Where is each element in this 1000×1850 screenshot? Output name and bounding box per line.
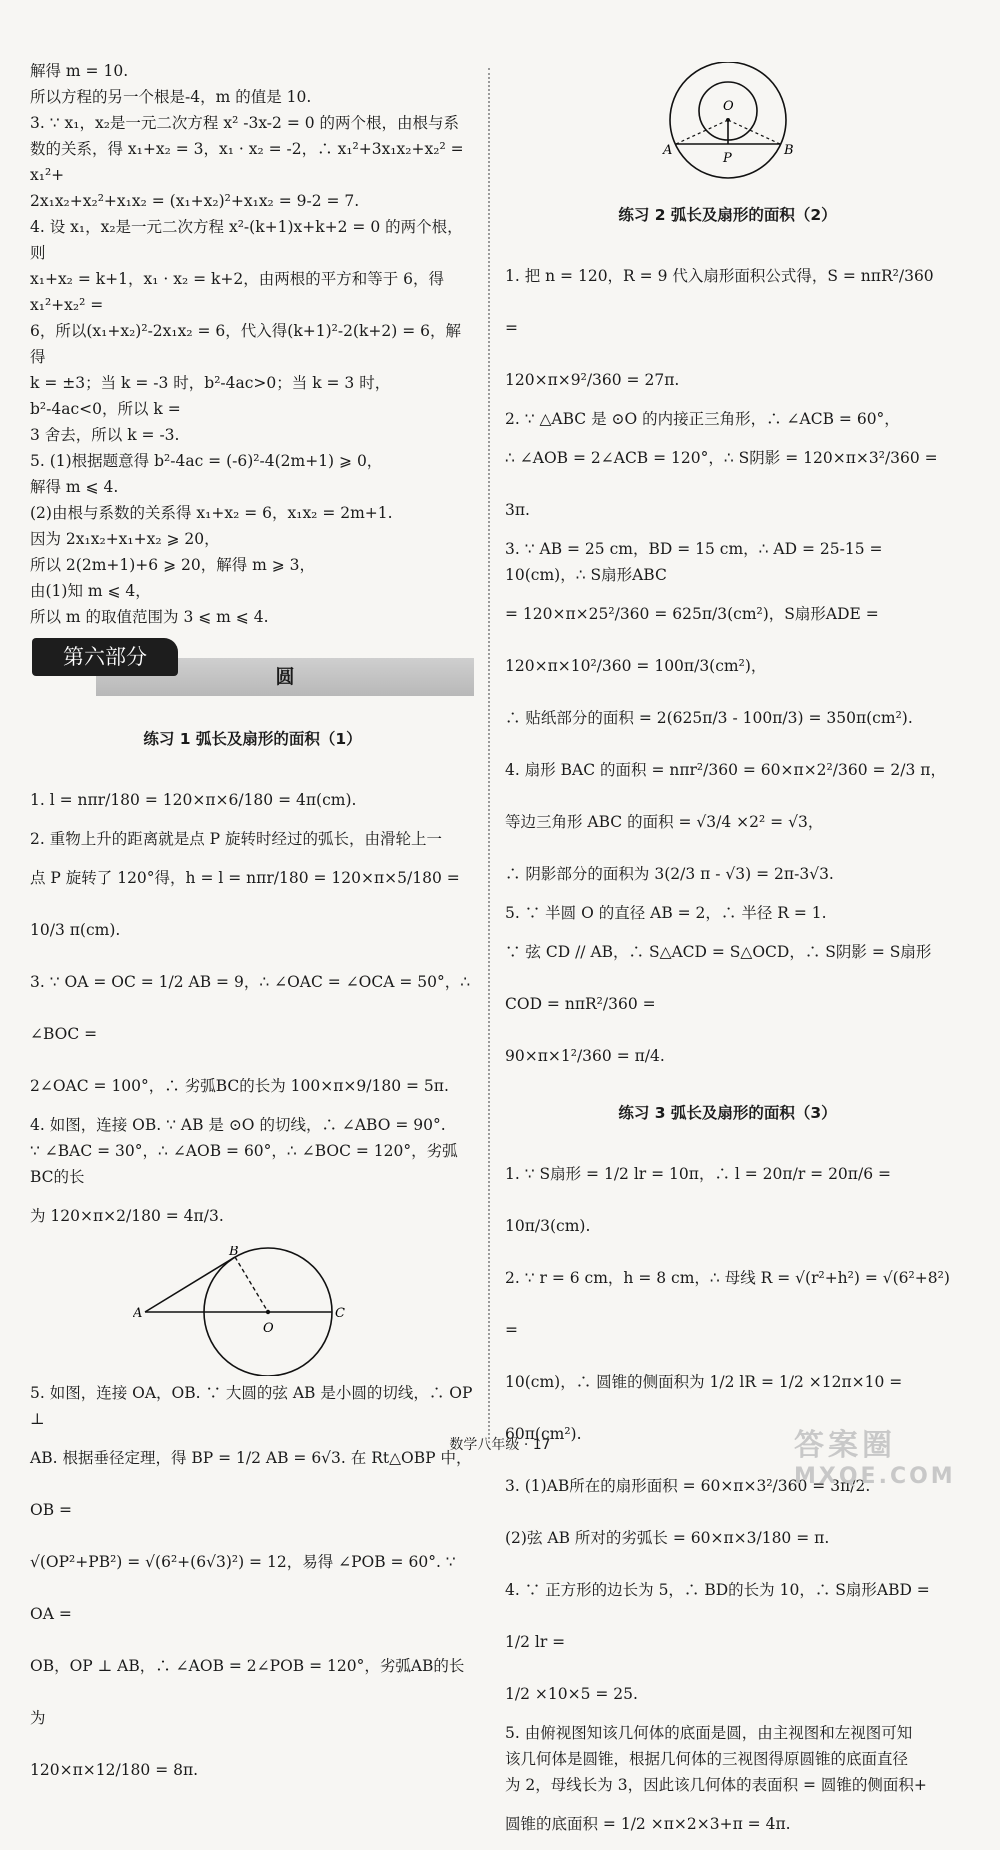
section-title: 练习 1 弧长及扇形的面积（1） <box>143 730 362 748</box>
tangent-ab <box>145 1257 235 1312</box>
text-line: 6，所以(x₁+x₂)²-2x₁x₂ = 6，代入得(k+1)²-2(k+2) = 6，解得 <box>30 322 461 366</box>
text-line: 5. 如图，连接 OA，OB. ∵ 大圆的弦 AB 是小圆的切线，∴ OP ⊥ <box>30 1384 478 1428</box>
text-line: ∴ 阴影部分的面积为 3(2/3 π - √3) = 2π-3√3. <box>505 865 834 883</box>
label-a: A <box>662 143 672 158</box>
tangent-circle-figure <box>133 1246 373 1376</box>
label-a: A <box>132 1306 142 1321</box>
section-title: 练习 2 弧长及扇形的面积（2） <box>618 206 837 224</box>
text-line: 120×π×12/180 = 8π. <box>30 1761 199 1779</box>
text-line: 等边三角形 ABC 的面积 = √3/4 ×2² = √3， <box>505 813 824 831</box>
label-o: O <box>722 99 734 114</box>
text-line: 点 P 旋转了 120°得，h = l = nπr/180 = 120×π×5/180 = 10/3 π(cm). <box>30 869 465 939</box>
text-line: ∴ ∠AOB = 2∠ACB = 120°，∴ S阴影 = 120×π×3²/360 = 3π. <box>505 449 943 519</box>
text-line: 1/2 ×10×5 = 25. <box>505 1685 638 1703</box>
text-line: 90×π×1²/360 = π/4. <box>505 1047 665 1065</box>
text-line: ∴ 贴纸部分的面积 = 2(625π/3 - 100π/3) = 350π(cm²). <box>505 709 913 727</box>
text-line: 10(cm)，∴ 圆锥的侧面积为 1/2 lR = 1/2 ×12π×10 = 60π(cm²). <box>505 1373 908 1443</box>
text-line: 解得 m = 10. <box>30 62 129 80</box>
text-line: k = ±3；当 k = -3 时，b²-4ac>0；当 k = 3 时，b²-4ac<0，所以 k = <box>30 374 391 418</box>
text-line: 为 2，母线长为 3，因此该几何体的表面积 = 圆锥的侧面积+ <box>505 1776 927 1794</box>
text-line: 所以 m 的取值范围为 3 ⩽ m ⩽ 4. <box>30 608 269 626</box>
text-line: 1. l = nπr/180 = 120×π×6/180 = 4π(cm). <box>30 791 357 809</box>
text-line: ∵ 弦 CD // AB，∴ S△ACD = S△OCD，∴ S阴影 = S扇形COD = nπR²/360 = <box>505 943 932 1013</box>
text-line: 2. ∵ r = 6 cm，h = 8 cm，∴ 母线 R = √(r²+h²) = √(6²+8²) = <box>505 1269 955 1339</box>
text-line: 为 120×π×2/180 = 4π/3. <box>30 1207 224 1225</box>
watermark-url: MXQE.COM <box>794 1464 956 1489</box>
text-line: 120×π×9²/360 = 27π. <box>505 371 680 389</box>
right-column <box>505 58 955 1850</box>
text-line: 2. ∵ △ABC 是 ⊙O 的内接正三角形，∴ ∠ACB = 60°， <box>505 410 900 428</box>
part-tag: 第六部分 <box>32 638 178 676</box>
text-line: OB，OP ⊥ AB，∴ ∠AOB = 2∠POB = 120°，劣弧AB的长为 <box>30 1657 465 1727</box>
text-line: 5. ∵ 半圆 O 的直径 AB = 2，∴ 半径 R = 1. <box>505 904 827 922</box>
part-title: 圆 <box>96 658 474 696</box>
concentric-circles-figure <box>653 62 803 184</box>
site-watermark <box>794 1420 984 1500</box>
text-line: = 120×π×25²/360 = 625π/3(cm²)，S扇形ADE = 120×π×10²/360 = 100π/3(cm²)， <box>505 605 884 675</box>
text-line: 所以 2(2m+1)+6 ⩾ 20，解得 m ⩾ 3， <box>30 556 316 574</box>
text-line: 因为 2x₁x₂+x₁+x₂ ⩾ 20， <box>30 530 220 548</box>
label-o: O <box>262 1321 274 1336</box>
text-line: 所以方程的另一个根是-4，m 的值是 10. <box>30 88 312 106</box>
text-line: 1. ∵ S扇形 = 1/2 lr = 10π，∴ l = 20π/r = 20π/6 = 10π/3(cm). <box>505 1165 896 1235</box>
text-line: 3. ∵ x₁，x₂是一元二次方程 x² -3x-2 = 0 的两个根，由根与系 <box>30 114 460 132</box>
text-line: 4. 扇形 BAC 的面积 = nπr²/360 = 60×π×2²/360 = 2/3 π， <box>505 761 946 779</box>
text-line: 圆锥的底面积 = 1/2 ×π×2×3+π = 4π. <box>505 1815 791 1833</box>
text-line: 3. ∵ OA = OC = 1/2 AB = 9，∴ ∠OAC = ∠OCA = 50°，∴ ∠BOC = <box>30 973 476 1043</box>
text-line: 4. 设 x₁，x₂是一元二次方程 x²-(k+1)x+k+2 = 0 的两个根，则 <box>30 218 463 262</box>
text-line: AB. 根据垂径定理，得 BP = 1/2 AB = 6√3. 在 Rt△OBP 中，OB = <box>30 1449 472 1519</box>
text-line: 数的关系，得 x₁+x₂ = 3，x₁ · x₂ = -2，∴ x₁²+3x₁x₂+x₂² = x₁²+ <box>30 140 469 184</box>
text-line: (2)弦 AB 所对的劣弧长 = 60×π×3/180 = π. <box>505 1529 830 1547</box>
text-line: 2x₁x₂+x₂²+x₁x₂ = (x₁+x₂)²+x₁x₂ = 9-2 = 7. <box>30 192 360 210</box>
text-line: √(OP²+PB²) = √(6²+(6√3)²) = 12，易得 ∠POB = 60°. ∵ OA = <box>30 1553 461 1623</box>
page-footer: 数学八年级 · 17 <box>449 1437 551 1453</box>
radius-ob <box>235 1257 268 1312</box>
watermark-title: 答案圈 <box>794 1428 896 1463</box>
text-line: x₁+x₂ = k+1，x₁ · x₂ = k+2，由两根的平方和等于 6，得 x₁²+x₂² = <box>30 270 449 314</box>
section-title: 练习 3 弧长及扇形的面积（3） <box>618 1104 837 1122</box>
text-line: 2. 重物上升的距离就是点 P 旋转时经过的弧长，由滑轮上一 <box>30 830 443 848</box>
text-line: 3. (1)AB所在的扇形面积 = 60×π×3²/360 = 3π/2. <box>505 1477 871 1495</box>
column-divider <box>488 68 490 1443</box>
text-line: 该几何体是圆锥，根据几何体的三视图得原圆锥的底面直径 <box>505 1750 909 1768</box>
text-line: 5. (1)根据题意得 b²-4ac = (-6)²-4(2m+1) ⩾ 0， <box>30 452 383 470</box>
text-line: 3 舍去，所以 k = -3. <box>30 426 180 444</box>
center-dot <box>726 118 730 122</box>
text-line: 4. 如图，连接 OB. ∵ AB 是 ⊙O 的切线，∴ ∠ABO = 90°. <box>30 1116 446 1134</box>
text-line: 4. ∵ 正方形的边长为 5，∴ BD的长为 10，∴ S扇形ABD = 1/2 lr = <box>505 1581 935 1651</box>
label-c: C <box>334 1306 345 1321</box>
text-line: 解得 m ⩽ 4. <box>30 478 119 496</box>
text-line: 2∠OAC = 100°，∴ 劣弧BC的长为 100×π×9/180 = 5π. <box>30 1077 449 1095</box>
text-line: 由(1)知 m ⩽ 4， <box>30 582 151 600</box>
text-line: 5. 由俯视图知该几何体的底面是圆，由主视图和左视图可知 <box>505 1724 913 1742</box>
label-b: B <box>783 143 794 158</box>
left-column <box>30 58 478 1796</box>
text-line: ∵ ∠BAC = 30°，∴ ∠AOB = 60°，∴ ∠BOC = 120°，劣弧BC的长 <box>30 1142 458 1186</box>
text-line: 3. ∵ AB = 25 cm，BD = 15 cm，∴ AD = 25-15 = 10(cm)，∴ S扇形ABC <box>505 540 888 584</box>
part-banner <box>30 638 475 708</box>
text-line: 1. 把 n = 120，R = 9 代入扇形面积公式得，S = nπR²/360 = <box>505 267 939 337</box>
label-p: P <box>722 151 732 166</box>
center-dot <box>265 1310 269 1314</box>
label-b: B <box>228 1246 239 1259</box>
text-line: (2)由根与系数的关系得 x₁+x₂ = 6，x₁x₂ = 2m+1. <box>30 504 393 522</box>
